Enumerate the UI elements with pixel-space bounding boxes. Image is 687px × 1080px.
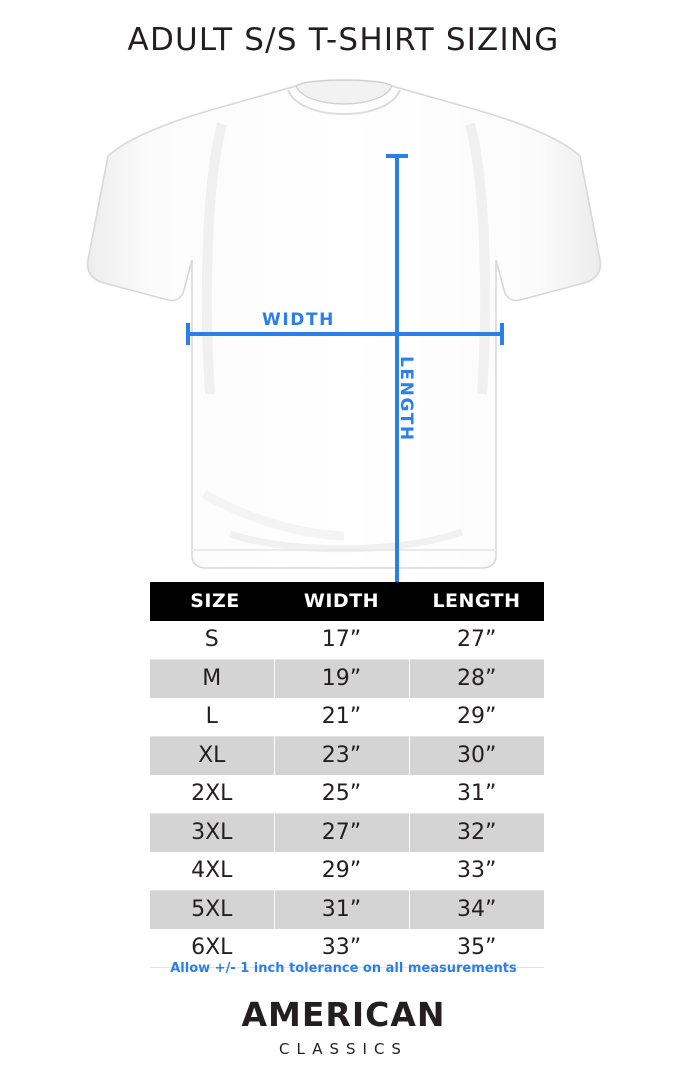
cell-width: 17” xyxy=(274,621,409,660)
length-label: LENGTH xyxy=(396,356,416,442)
size-table-container xyxy=(150,582,538,968)
cell-length: 35” xyxy=(409,929,544,968)
header-length: LENGTH xyxy=(409,582,544,621)
table-row xyxy=(150,698,544,737)
tshirt-illustration xyxy=(0,64,687,569)
header-size: SIZE xyxy=(150,582,274,621)
table-row xyxy=(150,621,544,660)
width-measure-line xyxy=(186,332,504,336)
cell-size: L xyxy=(150,698,274,737)
table-row xyxy=(150,660,544,699)
brand-name: AMERICAN xyxy=(241,995,446,1034)
tolerance-note: Allow +/- 1 inch tolerance on all measurements xyxy=(170,961,517,976)
shirt-diagram xyxy=(0,64,687,569)
cell-length: 30” xyxy=(409,737,544,776)
cell-size: 5XL xyxy=(150,891,274,930)
table-header xyxy=(150,582,544,621)
cell-width: 29” xyxy=(274,852,409,891)
table-row xyxy=(150,814,544,853)
table-row xyxy=(150,775,544,814)
table-row xyxy=(150,737,544,776)
table-header-row xyxy=(150,582,544,621)
cell-size: 2XL xyxy=(150,775,274,814)
cell-size: 4XL xyxy=(150,852,274,891)
size-table xyxy=(150,582,544,968)
brand-tagline: CLASSICS xyxy=(279,1040,408,1058)
cell-width: 27” xyxy=(274,814,409,853)
cell-width: 25” xyxy=(274,775,409,814)
cell-size: XL xyxy=(150,737,274,776)
width-label: WIDTH xyxy=(262,310,336,330)
header-width: WIDTH xyxy=(274,582,409,621)
cell-length: 29” xyxy=(409,698,544,737)
cell-length: 32” xyxy=(409,814,544,853)
cell-length: 28” xyxy=(409,660,544,699)
cell-size: 6XL xyxy=(150,929,274,968)
page-title: ADULT S/S T-SHIRT SIZING xyxy=(127,22,560,58)
cell-length: 33” xyxy=(409,852,544,891)
cell-width: 21” xyxy=(274,698,409,737)
cell-width: 23” xyxy=(274,737,409,776)
table-body xyxy=(150,621,544,968)
table-row xyxy=(150,852,544,891)
cell-size: M xyxy=(150,660,274,699)
cell-size: 3XL xyxy=(150,814,274,853)
cell-length: 27” xyxy=(409,621,544,660)
table-row xyxy=(150,891,544,930)
cell-size: S xyxy=(150,621,274,660)
cell-length: 31” xyxy=(409,775,544,814)
cell-width: 31” xyxy=(274,891,409,930)
cell-width: 33” xyxy=(274,929,409,968)
cell-length: 34” xyxy=(409,891,544,930)
brand-logo xyxy=(0,995,687,1058)
cell-width: 19” xyxy=(274,660,409,699)
